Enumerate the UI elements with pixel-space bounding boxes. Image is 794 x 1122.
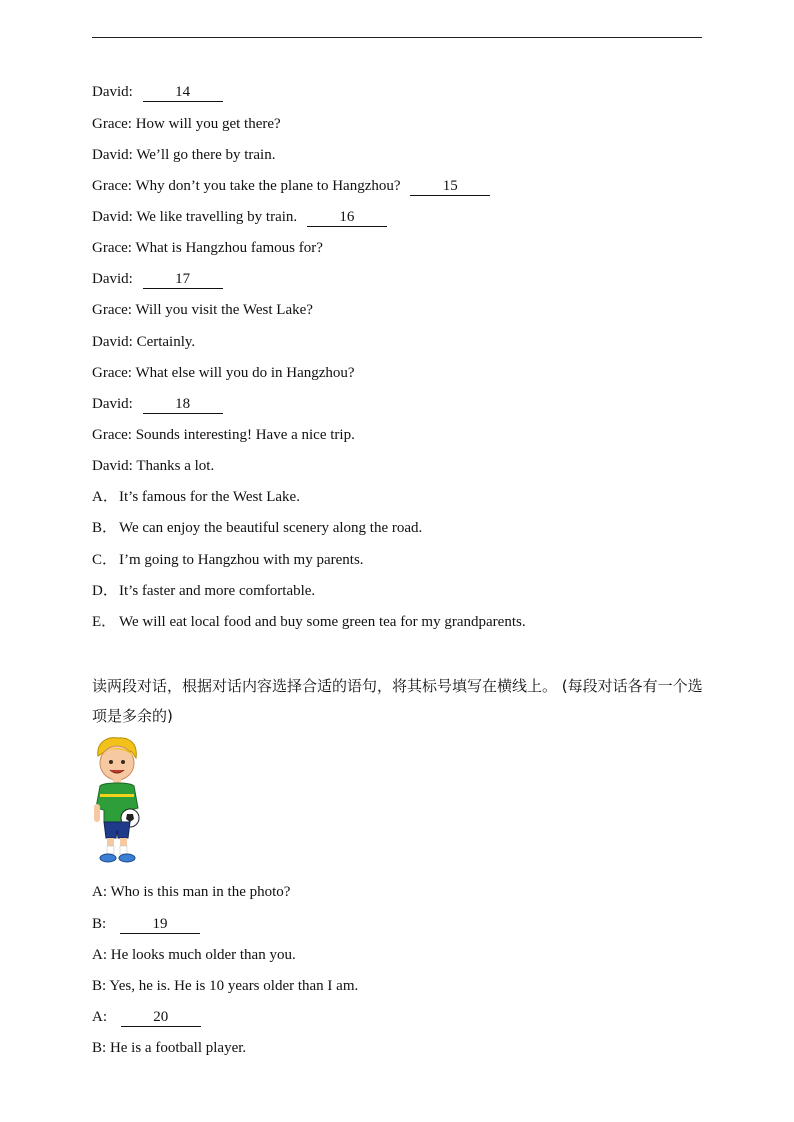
dialogue-line <box>92 425 355 445</box>
header-rule <box>92 37 702 38</box>
dialogue-text: He looks much older than you. <box>110 947 296 963</box>
speaker-label: A: <box>92 884 107 900</box>
speaker-label: Grace: <box>92 240 132 256</box>
dialogue-line <box>92 914 200 934</box>
speaker-label: A: <box>92 1009 107 1025</box>
dialogue-line <box>92 300 313 320</box>
answer-blank[interactable]: 18 <box>143 396 223 414</box>
speaker-label: B: <box>92 1040 107 1056</box>
dialogue-line <box>92 238 323 258</box>
speaker-label: David: <box>92 334 133 350</box>
answer-blank[interactable]: 15 <box>410 178 490 196</box>
option-c <box>92 550 364 570</box>
speaker-label: A: <box>92 947 107 963</box>
option-text: It’s faster and more comfortable. <box>119 583 316 599</box>
dialogue-line <box>92 394 223 414</box>
answer-blank[interactable]: 16 <box>307 209 387 227</box>
dialogue-line <box>92 976 358 996</box>
dialogue-text: Why don’t you take the plane to Hangzhou? <box>135 178 401 194</box>
speaker-label: Grace: <box>92 365 132 381</box>
speaker-label: B: <box>92 978 107 994</box>
dialogue-line <box>92 363 355 383</box>
option-b <box>92 518 422 538</box>
speaker-label: Grace: <box>92 178 132 194</box>
dialogue-line <box>92 1007 201 1027</box>
dialogue-text: What is Hangzhou famous for? <box>135 240 323 256</box>
answer-blank[interactable]: 14 <box>143 84 223 102</box>
speaker-label: David: <box>92 209 133 225</box>
option-text: We can enjoy the beautiful scenery along the road. <box>119 520 423 536</box>
dialogue-text: Sounds interesting! Have a nice trip. <box>135 427 355 443</box>
dialogue-text: We’ll go there by train. <box>136 147 276 163</box>
dialogue-text: Yes, he is. He is 10 years older than I am. <box>109 978 359 994</box>
dialogue-line <box>92 1038 246 1058</box>
speaker-label: David: <box>92 271 133 287</box>
option-letter: C． <box>92 552 118 568</box>
dialogue-text: Certainly. <box>136 334 196 350</box>
speaker-label: Grace: <box>92 302 132 318</box>
answer-blank[interactable]: 20 <box>121 1009 201 1027</box>
dialogue-line <box>92 269 223 289</box>
dialogue-text: We like travelling by train. <box>136 209 298 225</box>
dialogue-line <box>92 145 275 165</box>
answer-blank[interactable]: 17 <box>143 271 223 289</box>
option-letter: E． <box>92 614 117 630</box>
speaker-label: David: <box>92 458 133 474</box>
speaker-label: David: <box>92 396 133 412</box>
option-letter: A． <box>92 489 118 505</box>
option-a <box>92 487 300 507</box>
answer-blank[interactable]: 19 <box>120 916 200 934</box>
speaker-label: Grace: <box>92 116 132 132</box>
option-letter: B． <box>92 520 118 536</box>
dialogue-text: He is a football player. <box>109 1040 247 1056</box>
speaker-label: David: <box>92 84 133 100</box>
dialogue-text: How will you get there? <box>135 116 281 132</box>
option-text: It’s famous for the West Lake. <box>119 489 300 505</box>
option-text: I’m going to Hangzhou with my parents. <box>119 552 364 568</box>
dialogue-text: Thanks a lot. <box>136 458 215 474</box>
speaker-label: David: <box>92 147 133 163</box>
dialogue-line <box>92 207 387 227</box>
dialogue-line <box>92 332 195 352</box>
dialogue-text: What else will you do in Hangzhou? <box>135 365 355 381</box>
dialogue-line <box>92 82 223 102</box>
dialogue-line <box>92 945 296 965</box>
boy-with-football-icon <box>86 736 148 868</box>
dialogue-line <box>92 882 290 902</box>
option-letter: D． <box>92 583 118 599</box>
option-text: We will eat local food and buy some green tea for my grandparents. <box>119 614 526 630</box>
section-instruction: 读两段对话，根据对话内容选择合适的语句，将其标号填写在横线上。 (每段对话各有一个选项是多余的) <box>92 677 703 725</box>
speaker-label: B: <box>92 916 107 932</box>
boy-with-football-illustration <box>86 736 148 868</box>
dialogue-text: Will you visit the West Lake? <box>135 302 313 318</box>
option-d <box>92 581 315 601</box>
dialogue-line <box>92 176 490 196</box>
speaker-label: Grace: <box>92 427 132 443</box>
dialogue-line <box>92 456 214 476</box>
dialogue-line <box>92 114 281 134</box>
dialogue-text: Who is this man in the photo? <box>110 884 291 900</box>
option-e <box>92 612 526 632</box>
